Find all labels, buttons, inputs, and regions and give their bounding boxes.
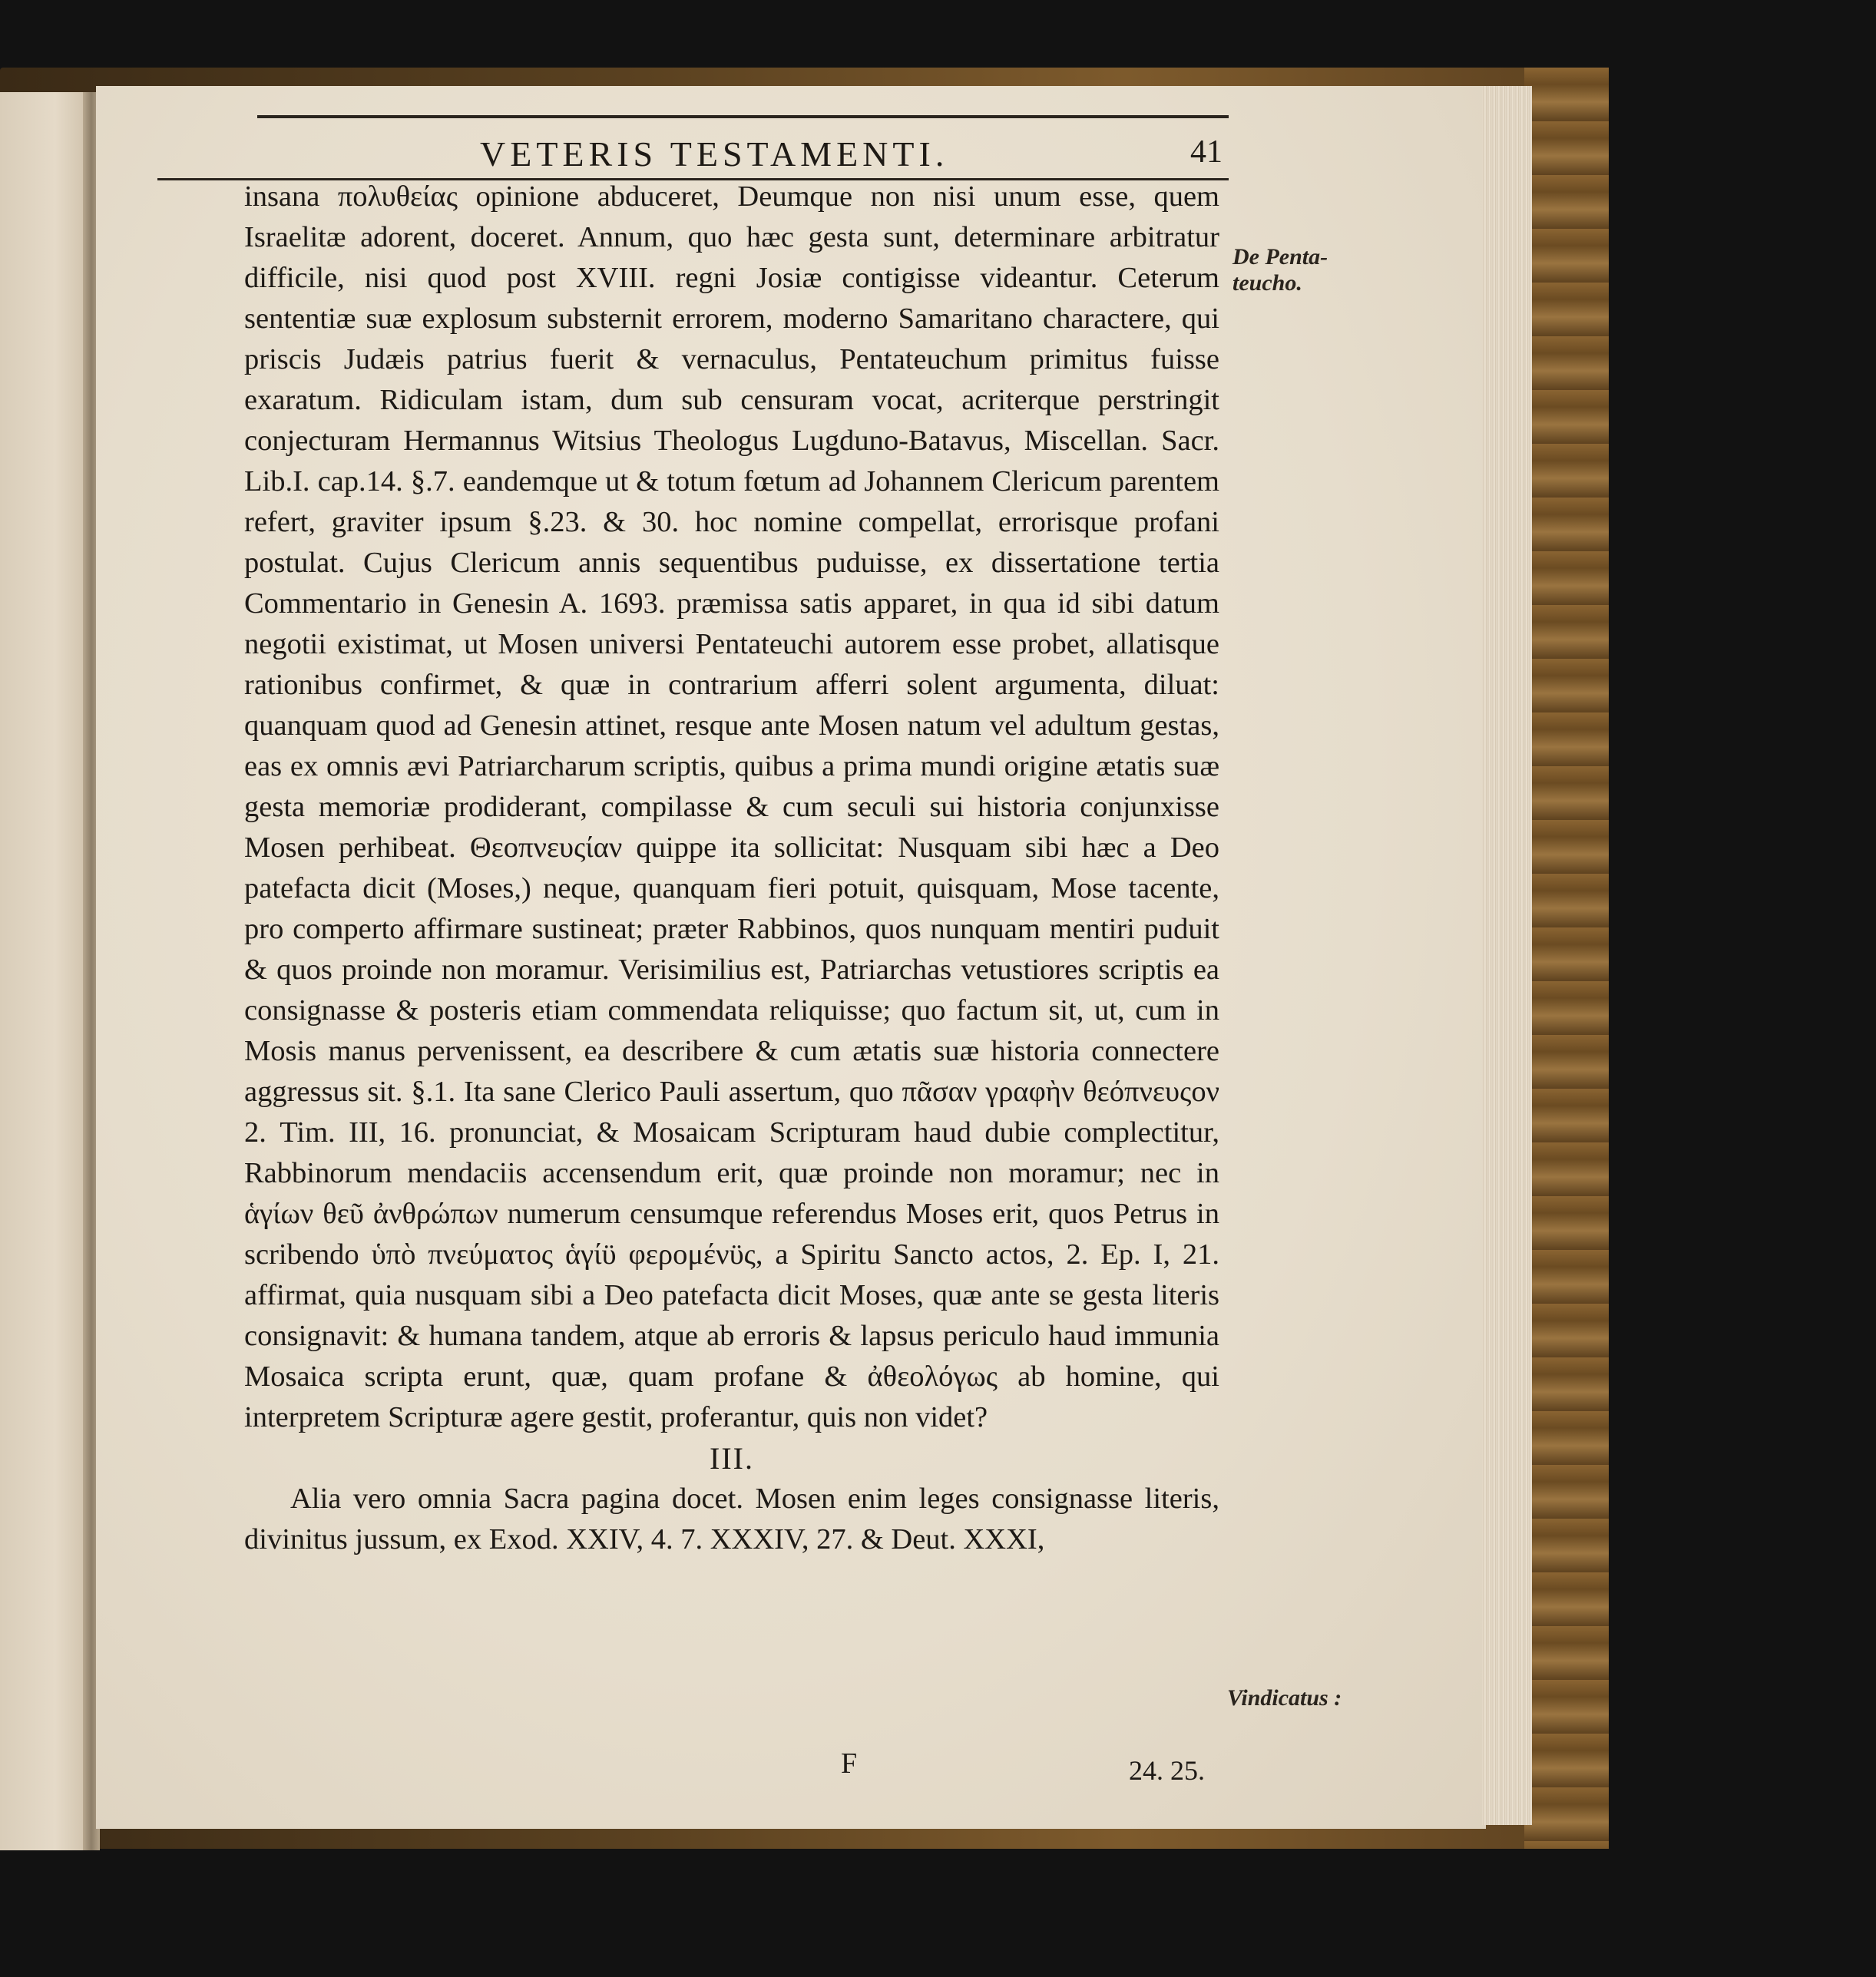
body-paragraph-1: insana πολυθείας opinione abduceret, Deumque non nisi unum esse, quem Israelitæ adorent, doceret. Annum, quo hæc gesta sunt, determinare arbitratur difficile, nisi quod post XVIII. regni Josiæ contigisse videantur. Ceterum sententiæ suæ explosum substernit errorem, moderno Samaritano charactere, qui priscis Judæis patrius fuerit & vernaculus, Pentateuchum primitus fuisse exaratum. Ridiculam istam, dum sub censuram vocat, acriterque perstringit conjecturam Hermannus Witsius Theologus Lugduno-Batavus, Miscellan. Sacr. Lib.I. cap.14. §.7. eandemque ut & totum fœtum ad Johannem Clericum parentem refert, graviter ipsum §.23. & 30. hoc nomine compellat, errorisque profani postulat. Cujus Clericum annis sequentibus puduisse, ex dissertatione tertia Commentario in Genesin A. 1693. præmissa satis apparet, in qua id sibi datum negotii existimat, ut Mosen universi Pentateuchi autorem esse probet, allatisque rationibus confirmet, & quæ in contrarium afferri solent argumenta, diluat: quanquam quod ad Genesin attinet, resque ante Mosen natum vel adultum gestas, eas ex omnis ævi Patriarcharum scriptis, quibus a prima mundi origine ætatis suæ gesta memoriæ prodiderant, compilasse & cum seculi sui historia conjunxisse Mosen perhibeat. Θεοπνευςίαν quippe ita sollicitat: Nusquam sibi hæc a Deo patefacta dicit (Moses,) neque, quanquam fieri potuit, quisquam, Mose tacente, pro comperto affirmare sustineat; præter Rabbinos, quos nunquam mentiri puduit & quos proinde non moramur. Verisimilius est, Patriarchas vetustiores scriptis ea consignasse & posteris etiam commendata reliquisse; quo factum sit, ut, cum in Mosis manus pervenissent, ea describere & cum ætatis suæ historia connectere aggressus sit. §.1. Ita sane Clerico Pauli assertum, quo πᾶσαν γραφὴν θεόπνευςον 2. Tim. III, 16. pronunciat, & Mosaicam Scripturam haud dubie complectitur, Rabbinorum mendaciis accensendum erit, quæ proinde non moramur; nec in ἁγίων θεῦ ἀνθρώπων numerum censumque referendus Moses erit, quos Petrus in scribendo ὑπὸ πνεύματος ἁγίϋ φερομένϋς, a Spiritu Sancto actos, 2. Ep. I, 21. affirmat, quia nusquam sibi a Deo patefacta dicit Moses, quæ ante se gesta literis consignavit: & humana tandem, atque ab erroris & lapsus periculo haud immunia Mosaica scripta erunt, quæ, quam profane & ἀθεολόγως ab homine, qui interpretem Scripturæ agere gestit, proferantur, quis non videt?	[244, 180, 1219, 1433]
page-edges	[1482, 86, 1532, 1825]
signature-mark: F	[841, 1747, 858, 1780]
page-number: 41	[1190, 134, 1223, 170]
facing-page-left	[0, 92, 92, 1850]
header-rule-top	[257, 115, 1229, 118]
body-paragraph-2: Alia vero omnia Sacra pagina docet. Mosen enim leges consignasse literis, divinitus jussum, ex Exod. XXIV, 4. 7. XXXIV, 27. & Deut. XXXI,	[244, 1483, 1219, 1555]
running-title: VETERIS TESTAMENTI.	[480, 134, 949, 174]
side-note-bottom: Vindicatus :	[1227, 1685, 1342, 1711]
side-note-top: De Penta-teucho.	[1232, 244, 1328, 296]
book-cover-edge	[1524, 68, 1609, 1849]
text-block	[244, 177, 1219, 1560]
catchword: 24. 25.	[1129, 1755, 1205, 1786]
section-number: III.	[710, 1441, 754, 1476]
